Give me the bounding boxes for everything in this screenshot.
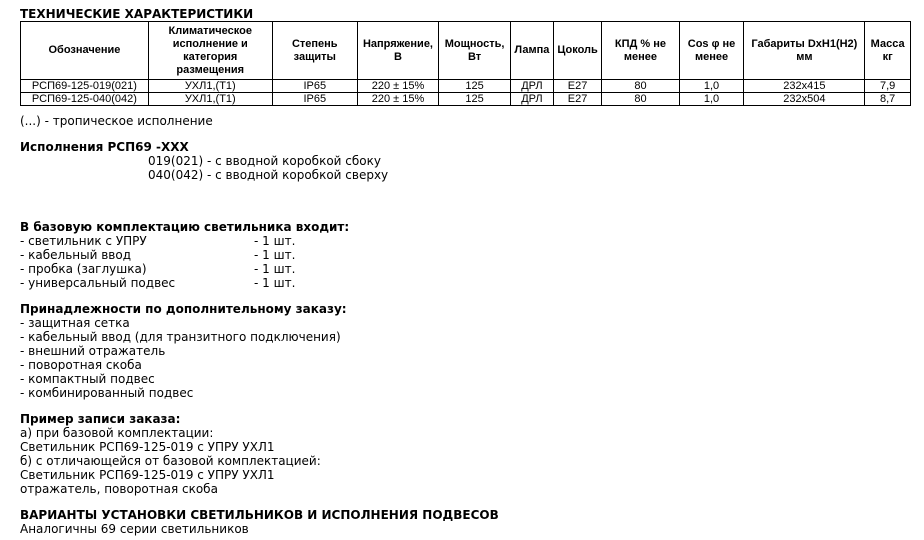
table-header: Обозначение [21,22,149,80]
order-example-line: отражатель, поворотная скоба [20,482,218,496]
accessory-item: - комбинированный подвес [20,386,194,400]
order-example-line: Светильник РСП69-125-019 с УПРУ УХЛ1 [20,440,275,454]
accessory-item: - компактный подвес [20,372,155,386]
base-kit-item-name: - пробка (заглушка) [20,262,147,276]
table-cell: 232x504 [744,93,865,106]
base-kit-title: В базовую комплектацию светильника входит: [20,220,350,234]
spec-table [20,21,911,106]
spec-title: ТЕХНИЧЕСКИЕ ХАРАКТЕРИСТИКИ [20,7,254,21]
table-cell: ДРЛ [511,93,554,106]
accessories-title: Принадлежности по дополнительному заказу: [20,302,347,316]
accessory-item: - внешний отражатель [20,344,166,358]
table-header: Напряжение, В [357,22,438,80]
table-header: Лампа [511,22,554,80]
table-header: КПД % не менее [602,22,679,80]
table-cell: 220 ± 15% [357,93,438,106]
table-header: Мощность, Вт [439,22,511,80]
table-cell: IP65 [272,93,357,106]
order-example-line: а) при базовой комплектации: [20,426,214,440]
table-row [21,93,911,106]
table-header-row [21,22,911,80]
table-row [21,80,911,93]
table-cell: IP65 [272,80,357,93]
order-example-title: Пример записи заказа: [20,412,181,426]
table-cell: 80 [602,80,679,93]
variants-text: Аналогичны 69 серии светильников [20,522,249,536]
table-cell: 232x415 [744,80,865,93]
table-cell: E27 [553,80,602,93]
table-cell: РСП69-125-040(042) [21,93,149,106]
base-kit-item-qty: - 1 шт. [254,234,296,248]
table-header: Степень защиты [272,22,357,80]
versions-title: Исполнения РСП69 -XXX [20,140,189,154]
base-kit-item-qty: - 1 шт. [254,248,296,262]
table-cell: 220 ± 15% [357,80,438,93]
version-item: 040(042) - с вводной коробкой сверху [148,168,389,182]
variants-title: ВАРИАНТЫ УСТАНОВКИ СВЕТИЛЬНИКОВ И ИСПОЛНЕНИЯ ПОДВЕСОВ [20,508,499,522]
table-cell: УХЛ1,(Т1) [148,80,272,93]
table-cell: 1,0 [679,93,744,106]
table-cell: УХЛ1,(Т1) [148,93,272,106]
table-cell: 125 [439,93,511,106]
order-example-line: Светильник РСП69-125-019 с УПРУ УХЛ1 [20,468,275,482]
table-header: Цоколь [553,22,602,80]
table-cell: РСП69-125-019(021) [21,80,149,93]
accessory-item: - защитная сетка [20,316,130,330]
order-example-line: б) с отличающейся от базовой комплектацией: [20,454,321,468]
base-kit-item-name: - светильник с УПРУ [20,234,147,248]
base-kit-item-name: - кабельный ввод [20,248,131,262]
table-cell: 7,9 [865,80,911,93]
version-item: 019(021) - с вводной коробкой сбоку [148,154,381,168]
table-cell: E27 [553,93,602,106]
base-kit-item-name: - универсальный подвес [20,276,176,290]
table-cell: ДРЛ [511,80,554,93]
table-header: Масса кг [865,22,911,80]
table-cell: 80 [602,93,679,106]
accessory-item: - поворотная скоба [20,358,142,372]
tropical-note: (...) - тропическое исполнение [20,114,213,128]
table-cell: 8,7 [865,93,911,106]
table-cell: 1,0 [679,80,744,93]
table-cell: 125 [439,80,511,93]
table-header: Климатическое исполнение и категория размещения [148,22,272,80]
accessory-item: - кабельный ввод (для транзитного подключения) [20,330,341,344]
base-kit-item-qty: - 1 шт. [254,276,296,290]
table-header: Габариты DxH1(H2) мм [744,22,865,80]
table-header: Cos φ не менее [679,22,744,80]
base-kit-item-qty: - 1 шт. [254,262,296,276]
